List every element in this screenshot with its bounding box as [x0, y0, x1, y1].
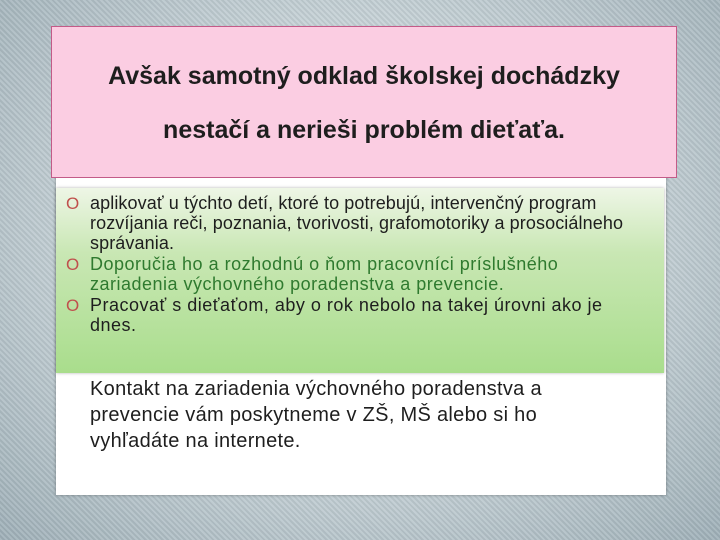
- bullet-item: [56, 194, 644, 254]
- bullet-marker-icon: O: [66, 255, 80, 274]
- bullet-marker-icon: O: [66, 296, 80, 315]
- bullet-list: [56, 188, 664, 336]
- slide-title: Avšak samotný odklad školskej dochádzky nestačí a nerieši problém dieťaťa.: [108, 62, 620, 144]
- bullet-text: Doporučia ho a rozhodnú o ňom pracovníci príslušného zariadenia výchovného poradenstva a prevencie.: [90, 254, 559, 294]
- bullet-text: Pracovať s dieťaťom, aby o rok nebolo na takej úrovni ako je dnes.: [90, 295, 603, 335]
- bullet-marker-icon: O: [66, 194, 80, 213]
- bullet-text: aplikovať u týchto detí, ktoré to potrebujú, intervenčný program rozvíjania reči, poznania, tvorivosti, grafomotoriky a prosociálneho správania.: [90, 193, 624, 253]
- contact-text: Kontakt na zariadenia výchovného poradenstva a prevencie vám poskytneme v ZŠ, MŠ alebo si ho vyhľadáte na internete.: [90, 378, 542, 452]
- content-box: [56, 188, 664, 373]
- bullet-item: [56, 255, 644, 295]
- bullet-item: [56, 296, 644, 336]
- title-box: [51, 26, 677, 178]
